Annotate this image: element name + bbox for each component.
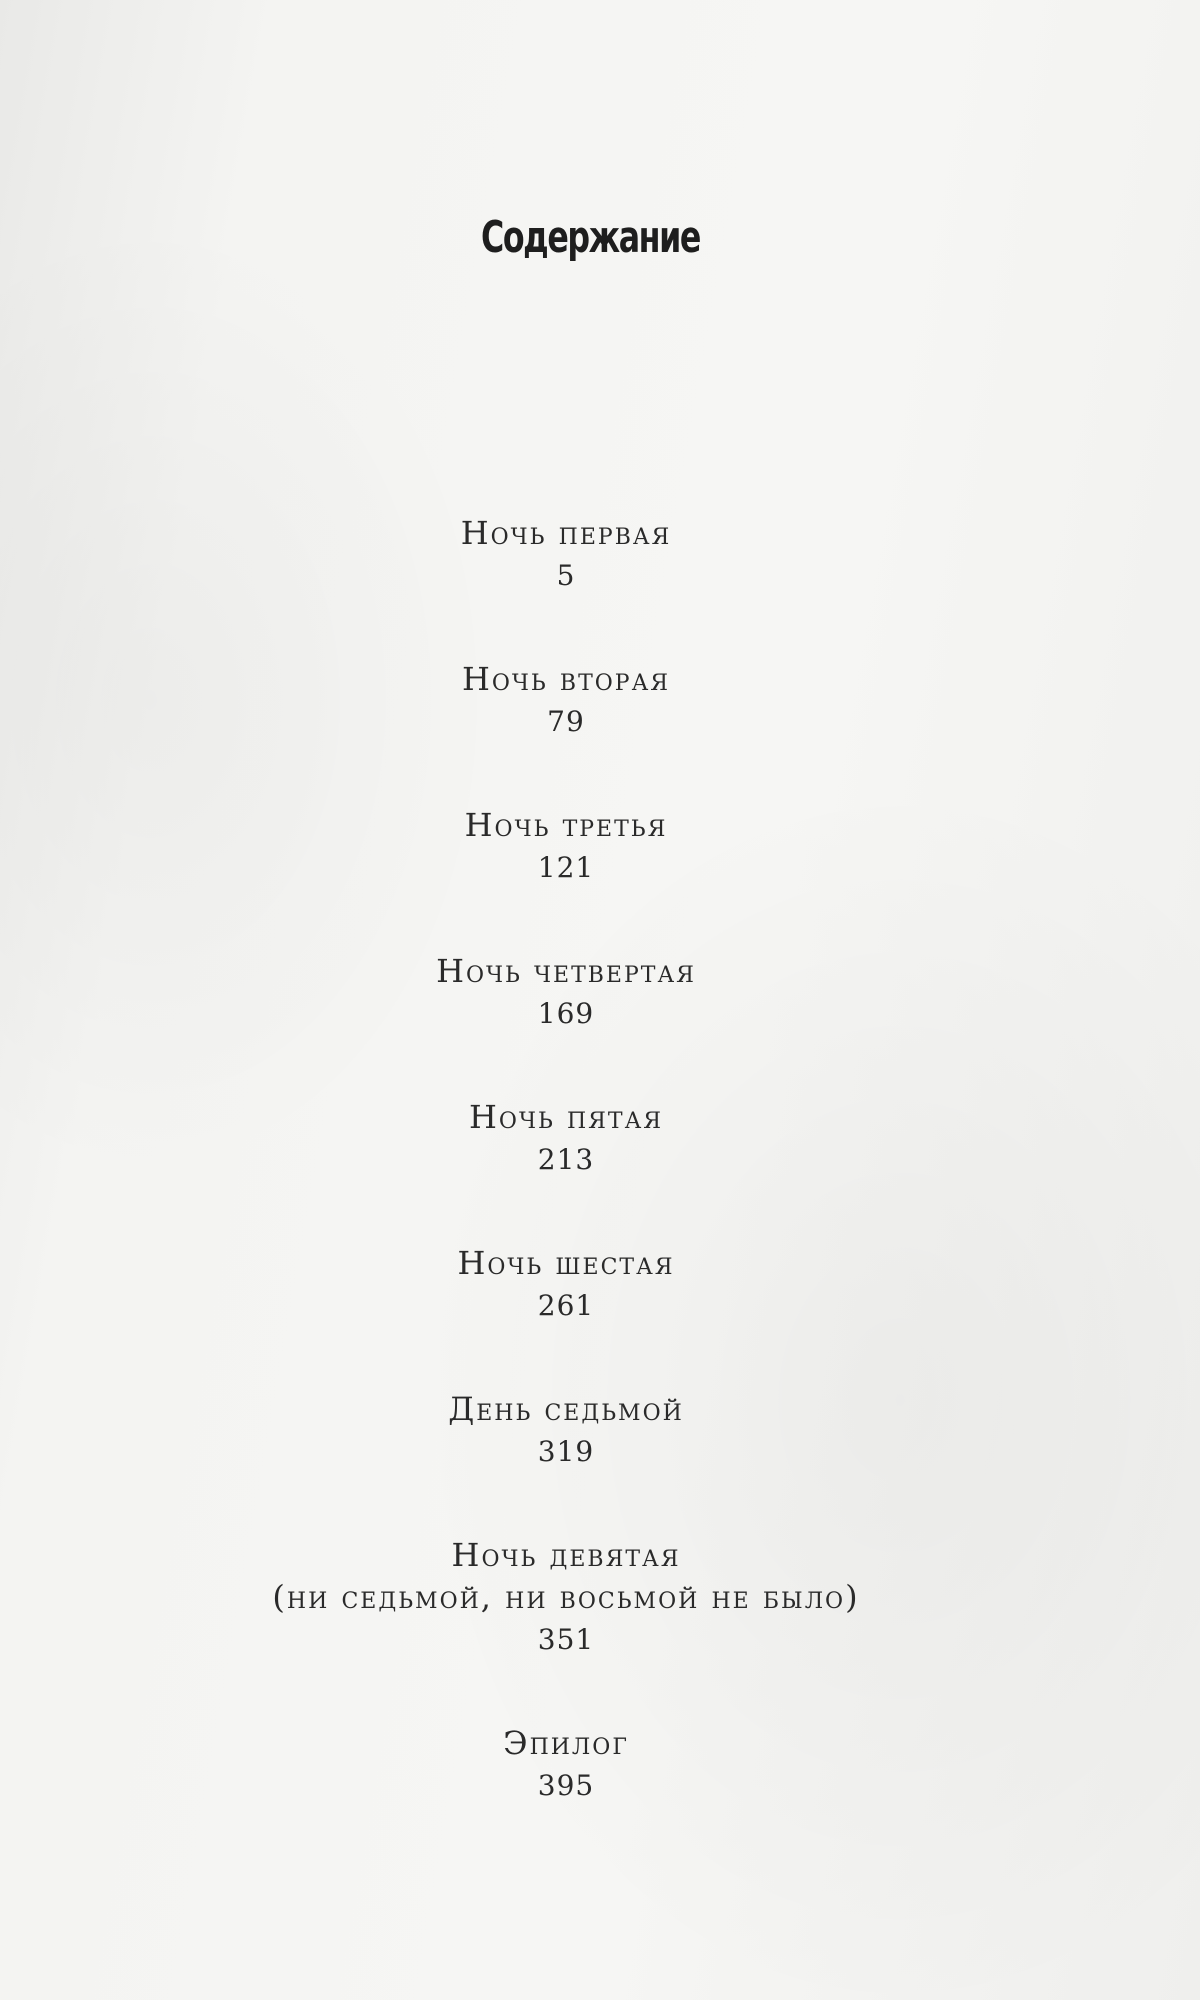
toc-entry: [0, 1388, 1132, 1474]
toc-entry: [0, 1242, 1132, 1328]
toc-entry-title: Ночь девятая: [451, 1536, 681, 1574]
toc-entry-page: 169: [537, 997, 595, 1030]
toc-entry: [0, 1096, 1132, 1182]
toc-entry: [0, 1534, 1132, 1662]
toc-entry-page: 261: [537, 1289, 595, 1322]
toc-entry-subtitle: (ни седьмой, ни восьмой не было): [272, 1578, 860, 1616]
toc-entry-title: Ночь шестая: [457, 1244, 675, 1282]
contents-heading: Содержание: [481, 212, 700, 263]
toc-entry-page: 319: [537, 1435, 595, 1468]
toc-entry-page: 213: [537, 1143, 595, 1176]
toc-entry-title: Ночь вторая: [461, 660, 671, 698]
toc-entry-title: Ночь пятая: [469, 1098, 663, 1136]
toc-entry: [0, 658, 1132, 744]
toc-entry-page: 121: [537, 851, 595, 884]
toc-entry-title: Ночь первая: [460, 514, 672, 552]
toc-entry-page: 5: [556, 559, 576, 592]
toc-entry: [0, 1722, 1132, 1808]
toc-entry-title: Ночь третья: [464, 806, 668, 844]
toc-entry-title: Ночь четвертая: [436, 952, 696, 990]
toc-entry-title: Эпилог: [503, 1724, 629, 1762]
toc-entry: [0, 512, 1132, 598]
toc-entry: [0, 804, 1132, 890]
toc-entry-page: 351: [537, 1623, 595, 1656]
toc-entry-page: 79: [547, 705, 585, 738]
toc-entry: [0, 950, 1132, 1036]
toc-entry-page: 395: [537, 1769, 595, 1802]
toc-entry-title: День седьмой: [448, 1390, 684, 1428]
